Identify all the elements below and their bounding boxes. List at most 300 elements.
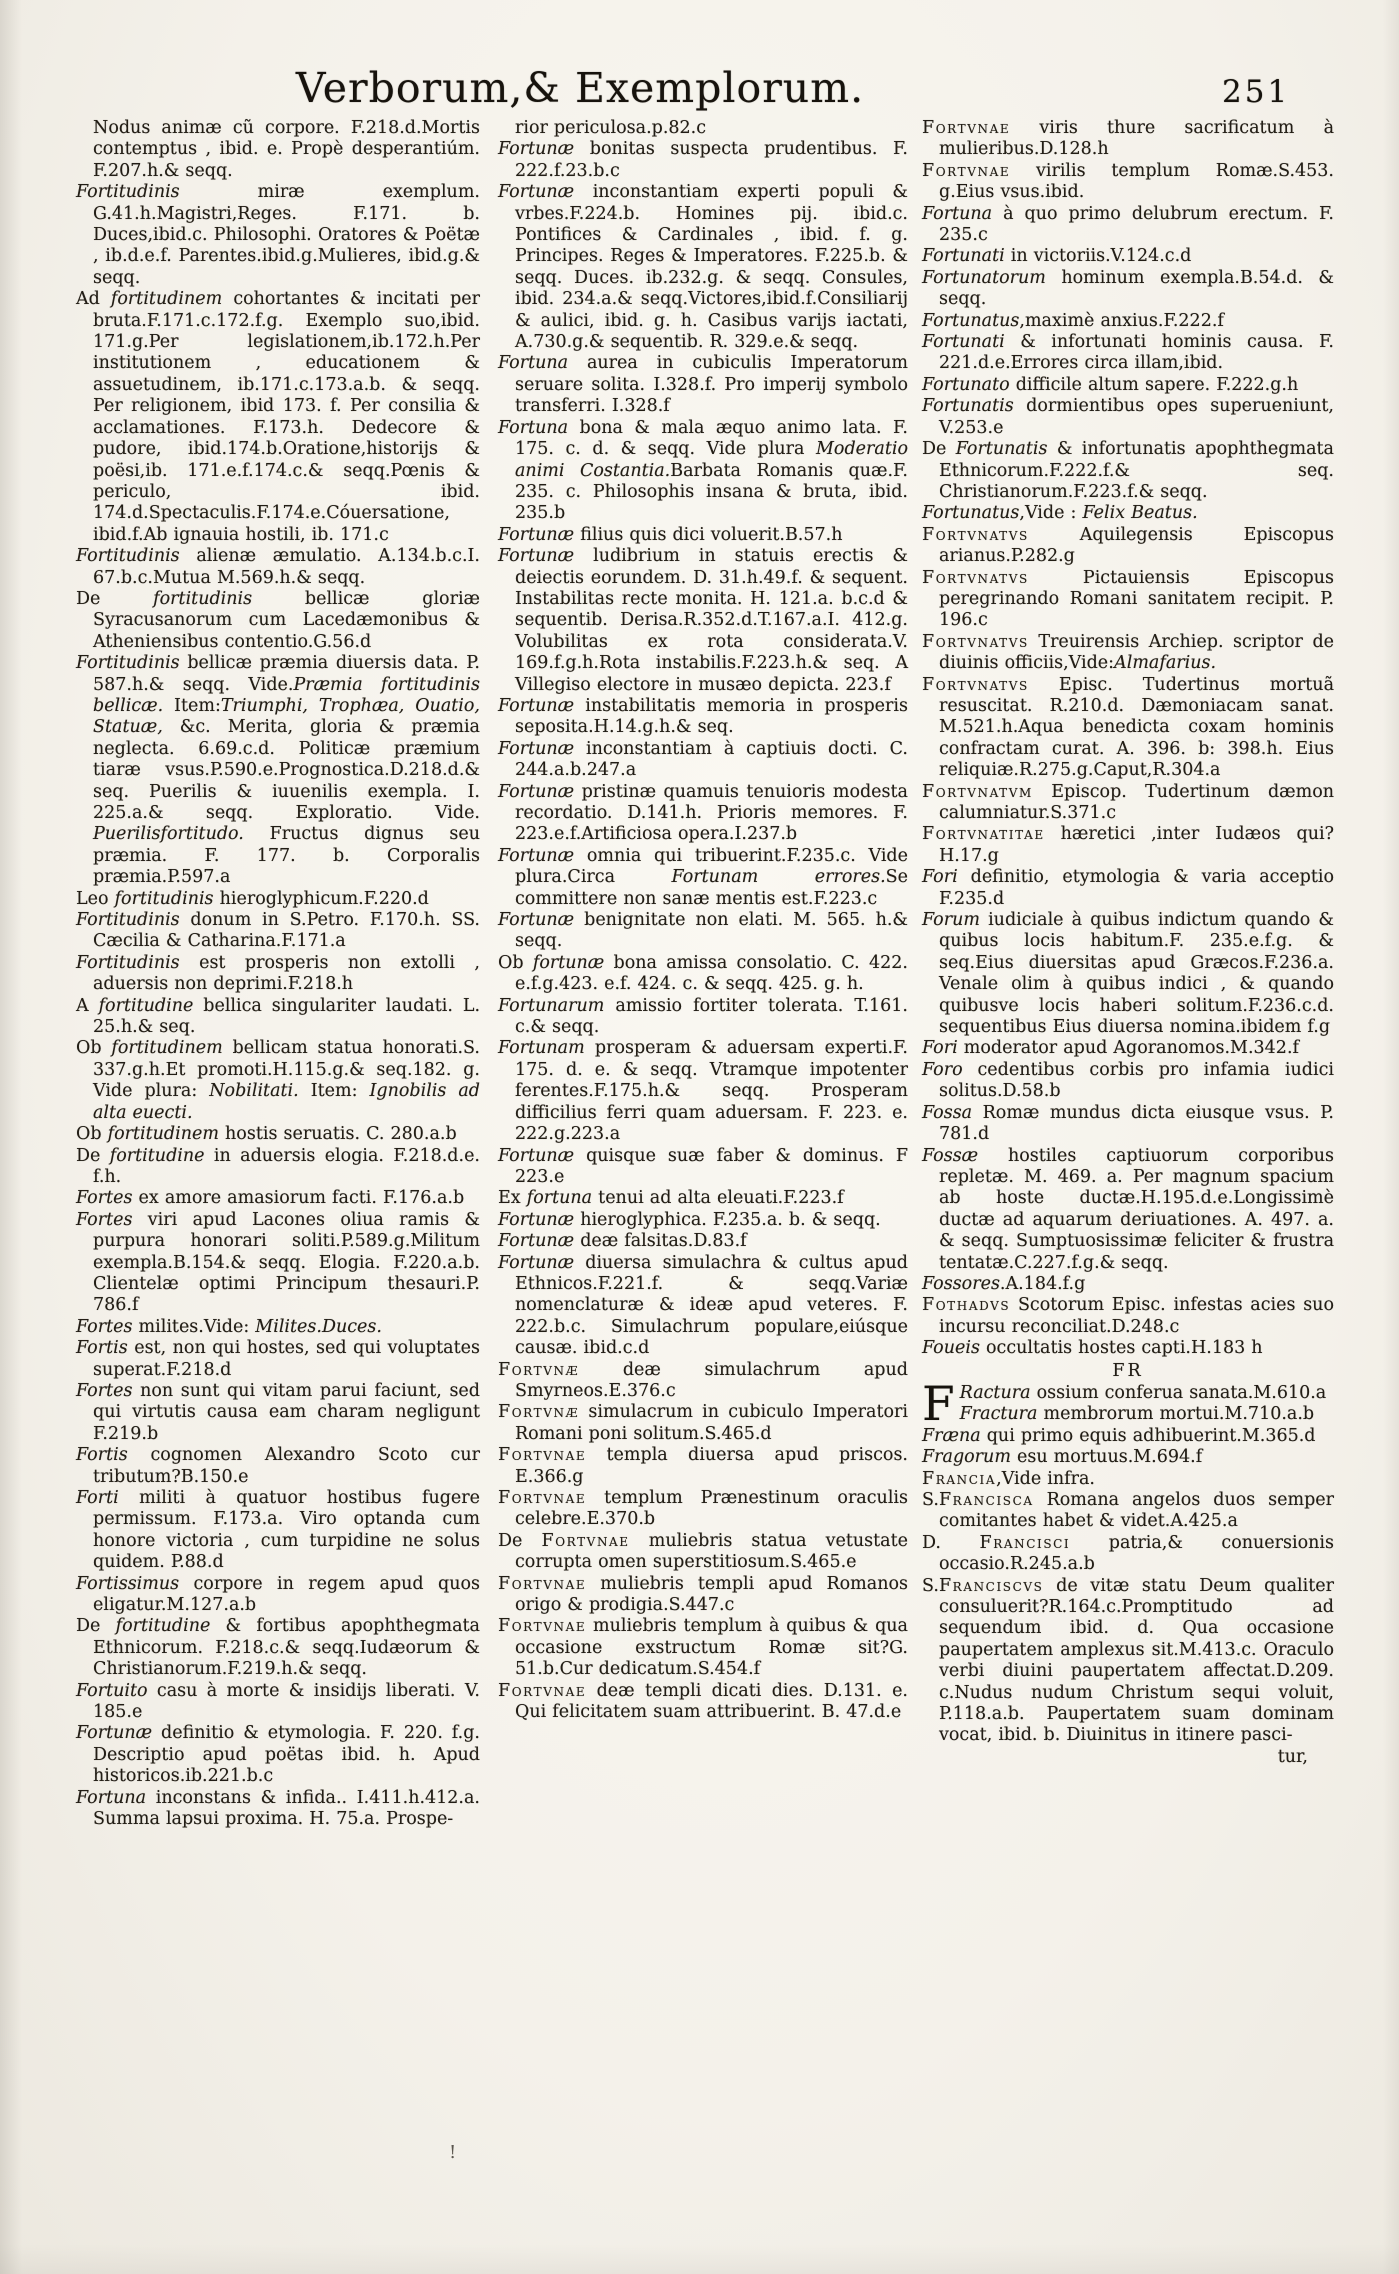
entry-text: inconstantiam experti populi & vrbes.F.224.b. Homines pij. ibid.c. Pontifices & Cardinales , ibid. f. g. Principes. Reges & Imperatores. F.225.b. & seqq. Duces. ib.232.g. & seqq. Consules, ibid. 234.a.& seqq.Victores,ibid.f.Consiliarij & aulici, ibid. g. h. Casibus varijs iactati, A.730.g.& sequentib. R. 329.e.& seqq. — [515, 182, 908, 353]
index-entry — [498, 1038, 908, 1145]
index-entry — [498, 418, 908, 525]
entry-lead-smallcaps: Fortvnae — [498, 1445, 587, 1466]
entry-text: deæ templi dicati dies. D.131. e. Qui felicitatem suam attribuerint. B. 47.d.e — [515, 1680, 908, 1723]
entry-text: dormientibus opes superueniunt, V.253.e — [939, 396, 1334, 438]
entry-lead-italic: Fortunati — [922, 246, 1005, 267]
entry-lead-italic: Forti — [76, 1488, 119, 1508]
entry-text: in victoriis.V.124.c.d — [1004, 246, 1192, 267]
entry-text: Ob — [76, 1038, 112, 1059]
entry-text: De — [76, 588, 154, 609]
index-column-1 — [76, 118, 480, 2218]
entry-text: Leo — [76, 888, 115, 909]
index-entry — [922, 632, 1334, 675]
entry-text: bona & mala æquo animo lata. F. 175. c. d. & seqq. Vide plura — [515, 417, 908, 460]
entry-lead-italic: Fragorum — [922, 1447, 1011, 1468]
index-entry — [922, 1338, 1334, 1359]
entry-lead-italic: Fortunæ — [76, 1723, 153, 1744]
entry-text: Episc. Tudertinus mortuã resuscitat. R.210.d. Dæmoniacam sanat. M.521.h.Aqua benedicta coxam hominis confractam curat. A. 396. b: 398.h. Eius reliquiæ.R.275.g.Caput,R.304.a — [939, 674, 1334, 781]
index-entry — [498, 525, 908, 546]
index-entry — [922, 568, 1334, 632]
entry-text: Treuirensis Archiep. scriptor de diuinis officiis,Vide: — [939, 631, 1334, 674]
entry-lead-italic: Fortis — [76, 1445, 128, 1466]
index-entry — [922, 1146, 1334, 1274]
index-entry — [922, 782, 1334, 825]
index-entry — [498, 739, 908, 782]
entry-lead-italic: fortitudinem — [110, 289, 223, 310]
entry-lead-italic: Fossæ — [922, 1145, 979, 1166]
index-entry — [76, 1445, 480, 1488]
entry-text: Ex — [498, 1188, 527, 1209]
entry-text: deæ simulachrum apud Smyrneos.E.376.c — [515, 1359, 908, 1401]
entry-lead-italic: Fori — [922, 867, 958, 888]
entry-text: hæretici ,inter Iudæos qui?H.17.g — [939, 824, 1334, 866]
index-entry — [76, 182, 480, 289]
index-entry — [76, 118, 480, 182]
entry-text: non sunt qui vitam parui faciunt, sed qui virtutis causa eam charam negligunt F.219.b — [93, 1380, 480, 1444]
entry-lead-smallcaps: Fortvnae — [498, 1573, 587, 1594]
entry-lead-italic: Moderatio animi Costantia. — [515, 439, 908, 481]
entry-text: Item: — [163, 695, 221, 716]
index-entry — [922, 268, 1334, 311]
index-entry — [922, 332, 1334, 375]
stray-ink-mark: ! — [449, 2142, 457, 2163]
entry-text: donum in S.Petro. F.170.h. SS. Cæcilia & Catharina.F.171.a — [93, 910, 480, 952]
entry-text: A — [76, 995, 99, 1016]
entry-text: aurea in cubiculis Imperatorum seruare solita. I.328.f. Pro imperij symbolo transferri. I.328.f — [515, 353, 908, 417]
index-entry — [922, 910, 1334, 1038]
index-entry — [498, 1616, 908, 1680]
index-entry — [498, 1681, 908, 1724]
index-entry — [76, 1723, 480, 1787]
entry-text: bonitas suspecta prudentibus. F. 222.f.23.b.c — [515, 139, 908, 181]
index-entry — [922, 824, 1334, 867]
section-heading: FR — [1112, 1360, 1144, 1381]
entry-lead-smallcaps: Fortvnatvs — [922, 567, 1029, 588]
entry-lead-italic: Fortunæ — [498, 1145, 575, 1166]
entry-text: muliebris templum à quibus & qua occasione exstructum Romæ sit?G. 51.b.Cur dedicatum.S.454.f — [515, 1616, 908, 1680]
entry-lead-smallcaps: Francisca — [938, 1490, 1034, 1510]
entry-text: rior periculosa.p.82.c — [515, 118, 707, 138]
entry-text: est prosperis non extolli , aduersis non deprimi.F.218.h — [93, 952, 480, 995]
index-entry — [76, 1788, 480, 1831]
entry-text: viris thure sacrificatum à mulieribus.D.128.h — [939, 118, 1334, 160]
entry-lead-italic: Fortunæ — [498, 738, 575, 759]
entry-lead-italic: Fræna — [922, 1425, 981, 1446]
entry-lead-italic: Felix Beatus. — [1082, 503, 1198, 524]
entry-text: de vitæ statu Deum qualiter consuluerit?R.164.c.Promptitudo ad sequendum ibid. d. Qua occasione paupertatem amplexus sit.M.413.c. Oraculo verbi diuini paupertatem affectat.D.209. c.Nudus nudum Christum sequi voluit, P.118.a.b. Paupertatem suam dominam vocat, ibid. b. Diuinitus in itinere pasci- — [939, 1575, 1334, 1746]
entry-lead-smallcaps: Fortvnatvs — [922, 674, 1029, 695]
entry-text: & fortibus apophthegmata Ethnicorum. F.218.c.& seqq.Iudæorum & Christianorum.F.219.h.& seqq. — [93, 1616, 480, 1680]
entry-text: Item: — [298, 1081, 370, 1102]
entry-lead-italic: Præmia fortitudinis bellicæ. — [93, 674, 480, 716]
entry-lead-italic: Fortes — [76, 1380, 133, 1401]
entry-lead-italic: Fortitudinis — [76, 910, 180, 931]
index-entry — [498, 546, 908, 696]
entry-text: à quo primo delubrum erectum. F. 235.c — [939, 203, 1334, 246]
entry-lead-smallcaps: Fortvnae — [498, 1488, 587, 1508]
index-entry — [498, 1445, 908, 1488]
entry-text: &c. Merita, gloria & præmia neglecta. 6.69.c.d. Politicæ præmium tiaræ vsus.P.590.e.Prognostica.D.218.d.& seq. Puerilis & iuuenilis exempla. I. 225.a.& seqq. Exploratio. Vide. — [93, 717, 480, 823]
index-entry — [498, 1531, 908, 1574]
index-entry — [76, 546, 480, 589]
entry-text: prosperam & aduersam experti.F. 175. d. e. & seqq. Vtramque impotenter ferentes.F.175.h.& seqq. Prosperam difficilius ferri quam aduersam. F. 223. e. 222.g.223.a — [515, 1038, 908, 1145]
entry-lead-smallcaps: Fortvnae — [498, 1680, 587, 1701]
index-entry — [922, 246, 1334, 267]
entry-text: definitio & etymologia. F. 220. f.g. Descriptio apud poëtas ibid. h. Apud historicos.ib.221.b.c — [93, 1723, 480, 1787]
entry-text: De — [76, 1145, 110, 1166]
index-entry — [498, 996, 908, 1039]
index-entry — [922, 1426, 1334, 1447]
entry-text: cognomen Alexandro Scoto cur tributum?B.150.e — [93, 1445, 480, 1487]
entry-text: templa diuersa apud priscos. E.366.g — [515, 1445, 908, 1487]
index-entry — [498, 1402, 908, 1445]
index-entry — [76, 653, 480, 888]
entry-lead-italic: Fossa — [922, 1102, 973, 1123]
entry-text: Ad — [76, 289, 111, 310]
entry-lead-italic: Fortunatus — [922, 503, 1020, 524]
index-entry — [922, 311, 1334, 332]
entry-lead-italic: Foro — [922, 1059, 963, 1080]
entry-lead-italic: Fortitudinis — [76, 182, 180, 203]
page-number: 251 — [1222, 74, 1291, 110]
index-entry — [922, 1274, 1334, 1295]
entry-text: est, non qui hostes, sed qui voluptates superat.F.218.d — [93, 1338, 480, 1380]
entry-lead-smallcaps: Fortvnae — [498, 1616, 587, 1637]
entry-text: tenui ad alta eleuati.F.223.f — [592, 1188, 844, 1209]
index-entry — [922, 161, 1334, 204]
index-entry — [498, 1231, 908, 1252]
entry-lead-smallcaps: Francisci — [979, 1532, 1071, 1553]
entry-lead-smallcaps: Fortvnatvs — [922, 631, 1029, 652]
index-entry — [922, 204, 1334, 247]
entry-text: alienæ æmulatio. A.134.b.c.I. 67.b.c.Mutua M.569.h.& seqq. — [93, 546, 480, 588]
index-entry — [76, 1681, 480, 1724]
entry-text: deæ falsitas.D.83.f — [574, 1231, 747, 1252]
entry-lead-italic: Fractura — [959, 1404, 1038, 1425]
entry-text: in aduersis elogia. F.218.d.e. f.h. — [93, 1145, 480, 1187]
index-entry — [922, 375, 1334, 396]
entry-text: patria,& conuersionis occasio.R.245.a.b — [939, 1532, 1334, 1575]
entry-text: muliebris templi apud Romanos origo & prodigia.S.447.c — [515, 1573, 908, 1616]
entry-lead-italic: Nobilitati. — [209, 1081, 299, 1102]
index-entry — [76, 953, 480, 996]
entry-text: .A.184.f.g — [999, 1273, 1086, 1294]
index-entry — [922, 118, 1334, 161]
entry-text: benignitate non elati. M. 565. h.& seqq. — [515, 910, 908, 952]
entry-text: Scotorum Episc. infestas acies suo incursu reconciliat.D.248.c — [939, 1295, 1334, 1337]
index-entry — [922, 1469, 1334, 1490]
entry-lead-italic: Ignobilis ad alta euecti. — [93, 1081, 480, 1123]
entry-text: moderator apud Agoranomos.M.342.f — [957, 1038, 1299, 1059]
entry-text: hieroglyphicum.F.220.d — [213, 888, 429, 909]
entry-lead-italic: fortitudinis — [153, 588, 253, 609]
entry-lead-italic: Fortunæ — [498, 695, 575, 716]
entry-lead-italic: Fortunæ — [498, 781, 575, 802]
entry-lead-italic: Fortis — [76, 1338, 128, 1359]
entry-text: ludibrium in statuis erectis & deiectis eorundem. D. 31.h.49.f. & sequent. Instabilitas recte monita. H. 121.a. b.c.d & sequentib. Derisa.R.352.d.T.167.a.I. 412.g. Volubilitas ex rota considerata.V. 169.f.g.h.Rota instabilis.F.223.h.& seq. A Villegiso electore in musæo depicta. 223.f — [515, 546, 908, 695]
index-entry — [922, 525, 1334, 568]
entry-lead-italic: Fortissimus — [76, 1573, 180, 1594]
entry-text: Fructus dignus seu præmia. F. 177. b. Corporalis præmia.P.597.a — [93, 824, 480, 888]
index-entry — [922, 1295, 1334, 1338]
entry-text: corpore in regem apud quos eligatur.M.127.a.b — [93, 1573, 480, 1616]
entry-lead-italic: Foueis — [922, 1338, 980, 1359]
entry-text: Barbata Romanis quæ.F. 235. c. Philosophis insana & bruta, ibid. 235.b — [515, 460, 908, 524]
entry-text: Ob — [498, 952, 533, 973]
entry-text: Episcop. Tudertinum dæmon calumniatur.S.371.c — [939, 781, 1334, 823]
entry-text: cohortantes & incitati per bruta.F.171.c.172.f.g. Exemplo suo,ibid. 171.g.Per legislationem,ib.172.h.Per institutionem , educationem & assuetudinem, ib.171.c.173.a.b. & seqq. Per religionem, ibid 173. f. Per consilia & acclamationes. F.173.h. Dedecore & pudore, ibid.174.b.Oratione,historijs & poësi,ib. 171.e.f.174.c.& seqq.Pœnis & periculo, ibid. 174.d.Spectaculis.F.174.e.Cóuersatione, ibid.f.Ab ignauia hostili, ib. 171.c — [93, 289, 480, 545]
entry-text: S. — [922, 1490, 939, 1510]
entry-lead-italic: Fortes — [76, 1188, 133, 1209]
index-entry — [922, 503, 1334, 524]
entry-text: diuersa simulachra & cultus apud Ethnicos.F.221.f. & seqq.Variæ nomenclaturæ & ideæ apud veteres. F. 222.b.c. Simulachrum populare,eiúsque causæ. ibid.c.d — [515, 1252, 908, 1359]
index-entry — [922, 1490, 1334, 1533]
entry-lead-italic: Fortuna — [498, 353, 569, 374]
entry-lead-italic: Fortunam — [498, 1038, 585, 1059]
entry-lead-italic: Fossores — [922, 1273, 1000, 1294]
index-entry — [498, 1210, 908, 1231]
entry-text: difficile altum sapere. F.222.g.h — [1009, 374, 1299, 395]
entry-lead-italic: Fori — [922, 1038, 958, 1059]
index-entry — [922, 1447, 1334, 1468]
entry-text: militi à quatuor hostibus fugere permissum. F.173.a. Viro optanda cum honore victoria , cum turpidine ne solus quidem. P.88.d — [93, 1488, 480, 1573]
entry-lead-italic: Ractura — [959, 1382, 1031, 1403]
entry-text: pristinæ quamuis tenuioris modesta recordatio. D.141.h. Prioris memores. F. 223.e.f.Artificiosa opera.I.237.b — [515, 781, 908, 845]
entry-lead-smallcaps: Fortvnae — [922, 118, 1011, 138]
entry-text: ,Vide : — [1019, 503, 1083, 524]
page-title: Verborum,& Exemplorum. — [295, 64, 865, 112]
entry-lead-italic: fortitudinem — [111, 1038, 223, 1059]
entry-text: miræ exemplum. G.41.h.Magistri,Reges. F.171. b. Duces,ibid.c. Philosophi. Oratores & Poëtæ , ib.d.e.f. Parentes.ibid.g.Mulieres, ibid.g.& seqq. — [93, 182, 480, 288]
entry-lead-italic: fortunæ — [532, 952, 605, 973]
entry-lead-smallcaps: Fortvnae — [541, 1530, 630, 1551]
index-entry — [76, 910, 480, 953]
entry-lead-italic: Fortuna — [922, 203, 993, 224]
entry-text: casu à morte & insidijs liberati. V. 185.e — [93, 1680, 480, 1723]
entry-lead-italic: fortitudine — [109, 1145, 205, 1166]
entry-lead-italic: Fortuna — [76, 1787, 147, 1808]
index-entry — [498, 139, 908, 182]
entry-lead-italic: Fortuna — [498, 417, 569, 438]
entry-lead-italic: Forum — [922, 910, 980, 931]
entry-text: Ob — [76, 1124, 108, 1145]
entry-text: inconstans & infida.. I.411.h.412.a. Summa lapsui proxima. H. 75.a. Prospe- — [93, 1787, 480, 1830]
entry-text: D. — [922, 1532, 980, 1553]
index-entry — [498, 696, 908, 739]
entry-lead-italic: Fortunatorum — [922, 267, 1046, 288]
entry-lead-italic: Fortes — [76, 1209, 133, 1230]
entry-lead-smallcaps: Francia — [922, 1468, 997, 1489]
index-entry — [76, 1038, 480, 1124]
entry-text: & infortunati hominis causa. F. 221.d.e.Errores circa illam,ibid. — [939, 332, 1334, 374]
entry-lead-italic: Fortunæ — [498, 910, 575, 931]
index-entry — [922, 675, 1334, 782]
index-entry — [498, 118, 908, 139]
entry-lead-italic: Fortunatis — [922, 396, 1014, 417]
entry-text: esu mortuus.M.694.f — [1010, 1447, 1203, 1468]
entry-text: milites.Vide: — [132, 1316, 256, 1337]
entry-text: occultatis hostes capti.H.183 h — [979, 1338, 1263, 1359]
index-entry — [76, 1188, 480, 1209]
entry-text: bellicæ præmia diuersis data. P. 587.h.& seqq. Vide. — [93, 653, 480, 695]
index-entry — [922, 867, 1334, 910]
entry-text: definitio, etymologia & varia acceptio F.235.d — [939, 867, 1334, 909]
index-entry — [76, 589, 480, 653]
entry-lead-smallcaps: Fortvnatvm — [922, 781, 1033, 802]
entry-text: virilis templum Romæ.S.453. g.Eius vsus.ibid. — [939, 160, 1334, 203]
entry-lead-italic: Fortitudinis — [76, 653, 180, 674]
entry-lead-italic: Fortunæ — [498, 182, 575, 203]
entry-text: ex amore amasiorum facti. F.176.a.b — [132, 1188, 465, 1209]
entry-text: simulacrum in cubiculo Imperatori Romani poni solitum.S.465.d — [515, 1402, 908, 1444]
entry-text: filius quis dici voluerit.B.57.h — [574, 524, 843, 545]
entry-text: bona amissa consolatio. C. 422. e.f.g.423. e.f. 424. c. & seqq. 425. g. h. — [515, 952, 908, 995]
entry-text: viri apud Lacones oliua ramis & purpura honorari soliti.P.589.g.Militum exempla.B.154.& seqq. Elogia. F.220.a.b. Clientelæ optimi Principum thesauri.P. 786.f — [93, 1209, 480, 1316]
entry-lead-italic: Fortunati — [922, 332, 1005, 353]
entry-text: bellica singulariter laudati. L. 25.h.& seq. — [93, 995, 481, 1038]
index-entry — [76, 1616, 480, 1680]
index-column-2 — [498, 118, 908, 2218]
entry-lead-smallcaps: Fortvnæ — [498, 1359, 580, 1380]
entry-lead-smallcaps: Fortvnatvs — [922, 524, 1029, 545]
entry-lead-smallcaps: Franciscvs — [938, 1575, 1044, 1596]
index-entry — [922, 1383, 1334, 1404]
index-entry — [498, 1146, 908, 1189]
index-entry — [76, 996, 480, 1039]
index-entry — [922, 1404, 1334, 1425]
index-entry — [922, 1060, 1334, 1103]
entry-lead-italic: Triumphi, Trophæa, Ouatio, Statuæ, — [93, 695, 480, 738]
index-column-3 — [922, 118, 1334, 2218]
entry-lead-italic: Fortunæ — [498, 845, 575, 866]
entry-text: Pictauiensis Episcopus peregrinando Romani sanitatem recipit. P. 196.c — [939, 567, 1334, 631]
entry-lead-italic: fortitudine — [115, 1616, 211, 1637]
entry-text: De — [922, 439, 956, 460]
index-entry — [76, 1317, 480, 1338]
index-entry — [76, 1210, 480, 1317]
entry-text: ,maximè anxius.F.222.f — [1019, 310, 1224, 331]
entry-text: bellicam statua honorati.S. 337.g.h.Et promoti.H.115.g.& seq.182. g. Vide plura: — [93, 1038, 480, 1102]
index-entry — [498, 1360, 908, 1403]
index-entry — [922, 1038, 1334, 1059]
entry-lead-italic: Fortunæ — [498, 1209, 575, 1230]
entry-text: iudiciale à quibus indictum quando & quibus locis habitum.F. 235.e.f.g. & seq.Eius diuersitas apud Græcos.F.236.a. Venale olim à quibus indici , & quando quibusve locis haberi solitum.F.236.c.d. sequentibus Eius diuersa nomina.ibidem f.g — [939, 910, 1334, 1038]
entry-text: ossium conferua sanata.M.610.a — [1030, 1382, 1327, 1403]
entry-lead-italic: Fortunæ — [498, 524, 575, 545]
entry-text: templum Prænestinum oraculis celebre.E.370.b — [515, 1488, 908, 1530]
entry-lead-italic: Fortunæ — [498, 1252, 575, 1273]
index-entry — [498, 846, 908, 910]
entry-lead-italic: Fortunatus — [922, 310, 1020, 331]
entry-lead-italic: Fortunato — [922, 374, 1010, 395]
index-entry — [498, 1253, 908, 1360]
entry-text: muliebris statua vetustate corrupta omen superstitiosum.S.465.e — [515, 1530, 908, 1573]
entry-text: & infortunatis apophthegmata Ethnicorum.F.222.f.& seq. Christianorum.F.223.f.& seqq. — [939, 439, 1334, 502]
entry-text: omnia qui tribuerint.F.235.c. Vide plura.Circa — [515, 845, 908, 888]
entry-lead-italic: Fortes — [76, 1316, 133, 1337]
drop-cap-letter: F — [922, 1376, 955, 1432]
entry-text: De — [76, 1616, 116, 1637]
index-entry — [76, 1574, 480, 1617]
index-entry — [498, 910, 908, 953]
entry-lead-italic: fortitudinem — [107, 1124, 219, 1145]
entry-lead-italic: Fortunæ — [498, 1231, 575, 1252]
index-entry — [922, 396, 1334, 439]
entry-lead-italic: fortitudinis — [114, 888, 214, 909]
entry-lead-smallcaps: Fortvnatitae — [922, 824, 1045, 845]
index-entry — [498, 353, 908, 417]
entry-lead-italic: Milites.Duces. — [255, 1316, 382, 1337]
entry-lead-italic: Fortitudinis — [76, 546, 180, 567]
entry-text: ,Vide infra. — [996, 1468, 1095, 1489]
index-entry — [76, 1488, 480, 1574]
index-entry — [76, 1146, 480, 1189]
dropcap-entry-group — [922, 1376, 1334, 1432]
entry-text: bellicæ gloriæ Syracusanorum cum Lacedæmonibus & Atheniensibus contentio.G.56.d — [93, 588, 480, 652]
entry-lead-italic: Fortunatis — [955, 439, 1048, 460]
entry-lead-smallcaps: Fothadvs — [922, 1295, 1011, 1316]
index-entry — [498, 1574, 908, 1617]
entry-lead-smallcaps: Fortvnæ — [498, 1402, 580, 1423]
entry-text: Romæ mundus dicta eiusque vsus. P. 781.d — [939, 1102, 1334, 1145]
entry-text: membrorum mortui.M.710.a.b — [1037, 1404, 1315, 1425]
entry-text: instabilitatis memoria in prosperis seposita.H.14.g.h.& seq. — [515, 695, 908, 738]
index-entry — [76, 1338, 480, 1381]
entry-lead-italic: Fortunæ — [498, 546, 575, 567]
entry-lead-italic: Puerilisfortitudo. — [93, 824, 244, 845]
entry-text: cedentibus corbis pro infamia iudici solitus.D.58.b — [939, 1059, 1334, 1102]
entry-text: Romana angelos duos semper comitantes habet & videt.A.425.a — [939, 1490, 1334, 1532]
entry-text: hominum exempla.B.54.d. & seqq. — [939, 267, 1334, 310]
entry-text: qui primo equis adhibuerint.M.365.d — [980, 1425, 1316, 1446]
entry-lead-italic: Fortuito — [76, 1680, 148, 1701]
index-entry — [76, 1124, 480, 1145]
entry-text: Aquilegensis Episcopus arianus.P.282.g — [939, 524, 1334, 567]
index-entry — [498, 1488, 908, 1531]
entry-lead-italic: fortitudine — [98, 995, 194, 1016]
index-entry — [76, 1381, 480, 1445]
index-entry — [498, 1188, 908, 1209]
entry-lead-italic: Almafarius. — [1114, 653, 1217, 674]
entry-lead-italic: Fortunæ — [498, 139, 575, 160]
index-entry — [922, 439, 1334, 503]
entry-lead-italic: fortuna — [526, 1188, 593, 1209]
entry-text: De — [498, 1530, 542, 1551]
entry-text: hostiles captiuorum corporibus repletæ. M. 469. a. Per magnum spacium ab hoste ductæ.H.195.d.e.Longissimè ductæ ad aquarum deriuationes. A. 497. a. & seqq. Sumptuosissimæ feliciter & frustra tentatæ.C.227.f.g.& seqq. — [939, 1145, 1334, 1273]
index-entry — [922, 1103, 1334, 1146]
entry-lead-italic: Fortunarum — [498, 995, 605, 1016]
entry-lead-italic: Fortitudinis — [76, 952, 180, 973]
entry-text: hostis seruatis. C. 280.a.b — [218, 1124, 457, 1145]
index-entry — [922, 1533, 1334, 1576]
index-entry — [76, 889, 480, 910]
entry-text: quisque suæ faber & dominus. F 223.e — [515, 1145, 908, 1187]
entry-lead-smallcaps: Fortvnae — [922, 160, 1011, 181]
entry-text: Nodus animæ cũ corpore. F.218.d.Mortis contemptus , ibid. e. Propè desperantiúm. F.207.h.& seqq. — [93, 118, 480, 181]
index-entry — [498, 953, 908, 996]
index-entry — [498, 182, 908, 353]
index-entry — [76, 289, 480, 546]
entry-text: Se committere non sanæ mentis est.F.223.c — [515, 867, 908, 909]
entry-text: hieroglyphica. F.235.a. b. & seqq. — [574, 1209, 881, 1230]
entry-text: inconstantiam à captiuis docti. C. 244.a.b.247.a — [515, 738, 908, 781]
index-entry — [922, 1576, 1334, 1747]
entry-text: amissio fortiter tolerata. T.161. c.& seqq. — [515, 995, 908, 1038]
entry-lead-italic: Fortunam errores. — [671, 867, 886, 888]
entry-text: S. — [922, 1575, 939, 1596]
catchword: tur, — [1277, 1746, 1308, 1767]
index-entry — [498, 782, 908, 846]
